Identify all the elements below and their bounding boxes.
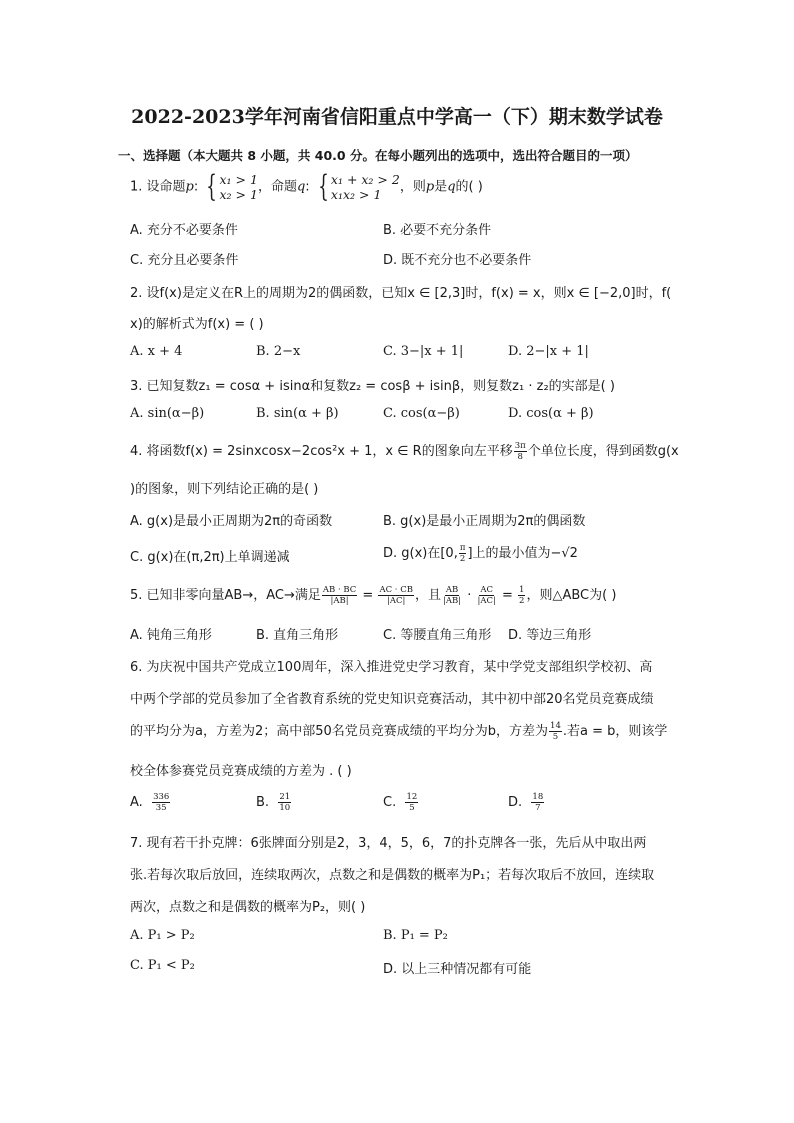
q5-f1-den: |AB| (330, 596, 349, 606)
q6-option-a-label: A. (130, 795, 143, 810)
q4-line1-b: 个单位长度，得到函数g(x (527, 444, 679, 459)
q4-line1 (130, 440, 679, 462)
q4-option-d-fraction (459, 543, 467, 564)
q6-line2: 中两个学部的党员参加了全省教育系统的党史知识竞赛活动，其中初中部20名党员竞赛成绩 (130, 692, 654, 707)
q7-line3: 两次，点数之和是偶数的概率为P₂，则( ) (130, 900, 366, 915)
q5-frac-4 (477, 585, 497, 606)
q2-option-c: C. 3−|x + 1| (383, 344, 464, 359)
q5-option-a: A. 钝角三角形 (130, 628, 212, 643)
q1-q-line: x₁ + x₂ > 2 (330, 172, 400, 187)
q4-option-d-text: D. g(x)在[0, (383, 546, 458, 561)
q6-option-a-num: 336 (153, 792, 170, 802)
q5-f1-num: AB · BC (322, 585, 357, 595)
q1-colon: : (193, 179, 199, 195)
q6-option-c-num: 12 (406, 792, 418, 802)
q5-frac-5 (518, 585, 525, 606)
q6-option-a-den: 35 (155, 803, 167, 813)
q5-text-b: ，且 (414, 588, 441, 603)
q6-option-c-den: 5 (409, 803, 415, 813)
q4-fraction (514, 441, 527, 462)
q7-option-b: B. P₁ = P₂ (383, 928, 448, 943)
q6-option-b (256, 792, 292, 813)
q3-option-c: C. cos(α−β) (383, 406, 460, 421)
q4-option-a: A. g(x)是最小正周期为2π的奇函数 (130, 514, 333, 529)
q4-option-c: C. g(x)在(π,2π)上单调递减 (130, 550, 290, 565)
q1-p-line: x₁ > 1 (219, 172, 258, 187)
q1-prefix: 1. 设命题 (130, 179, 186, 195)
q6-line3 (130, 720, 667, 742)
q6-option-d-den: 7 (535, 803, 541, 813)
q6-line3-a: 的平均分为a，方差为2；高中部50名党员竞赛成绩的平均分为b，方差为 (130, 724, 549, 739)
q4-frac-den: 8 (517, 452, 523, 462)
q5-f3-num: AB (445, 585, 459, 595)
q5-f4-den: |AC| (477, 596, 496, 606)
q1-option-a: A. 充分不必要条件 (130, 223, 238, 238)
q6-frac-den: 5 (552, 732, 559, 742)
q1-system-p: { x₁ > 1 x₂ > 1 (206, 169, 258, 204)
q1-var-p: p (185, 179, 194, 195)
q2-line2: x)的解析式为f(x) = ( ) (130, 317, 264, 332)
q1-option-d: D. 既不充分也不必要条件 (383, 253, 532, 268)
q6-frac-num: 14 (550, 721, 561, 731)
q3-option-d: D. cos(α + β) (508, 406, 594, 421)
q5-frac-3 (442, 585, 462, 606)
q7-option-d: D. 以上三种情况都有可能 (383, 962, 532, 977)
q1-p-line: x₂ > 1 (219, 187, 258, 202)
q6-option-d (508, 792, 545, 813)
q5-f2-den: |AC| (387, 596, 406, 606)
q6-line3-b: .若a = b，则该学 (562, 724, 668, 739)
q5-f4-num: AC (480, 585, 494, 595)
q4-optd-num: π (459, 543, 466, 553)
q6-option-b-den: 10 (279, 803, 291, 813)
q1-option-b: B. 必要不充分条件 (383, 223, 492, 238)
q6-option-b-num: 21 (279, 792, 291, 802)
question-1 (130, 169, 483, 204)
q6-option-d-num: 18 (532, 792, 544, 802)
q1-q-line: x₁x₂ > 1 (330, 187, 382, 202)
q5-f5-num: 1 (519, 585, 525, 595)
q1-colon2: : (305, 179, 310, 195)
q2-option-d: D. 2−|x + 1| (508, 344, 589, 359)
q7-option-c: C. P₁ < P₂ (130, 958, 195, 973)
q6-option-c-label: C. (383, 795, 397, 810)
q6-line1: 6. 为庆祝中国共产党成立100周年，深入推进党史学习教育，某中学党支部组织学校初、高 (130, 660, 653, 675)
q4-line2: )的图象，则下列结论正确的是( ) (130, 482, 319, 497)
q7-line2: 张.若每次取后放回，连续取两次，点数之和是偶数的概率为P₁；若每次取后不放回，连续取 (130, 868, 655, 883)
q5-dot: · (463, 588, 476, 603)
q1-var-p2: p (425, 179, 435, 195)
q5-f3-den: |AB| (442, 596, 462, 606)
q6-line4: 校全体参赛党员竞赛成绩的方差为 . ( ) (130, 764, 352, 779)
q6-option-c (383, 792, 419, 813)
q5-frac-1 (322, 585, 357, 606)
q3-line1: 3. 已知复数z₁ = cosα + isinα和复数z₂ = cosβ + isinβ，则复数z₁ · z₂的实部是( ) (130, 379, 615, 394)
q1-system-q: { x₁ + x₂ > 2 x₁x₂ > 1 (318, 169, 400, 204)
exam-title: 2022-2023学年河南省信阳重点中学高一（下）期末数学试卷 (131, 106, 663, 128)
q6-option-d-label: D. (508, 795, 523, 810)
q1-mid: ，命题 (257, 179, 297, 195)
q4-option-b: B. g(x)是最小正周期为2π的偶函数 (383, 514, 586, 529)
q7-option-a: A. P₁ > P₂ (130, 928, 195, 943)
q5-text-c: ，则△ABC为( ) (526, 588, 617, 603)
q4-option-d-tail: ]上的最小值为−√2 (467, 546, 578, 561)
q5-option-b: B. 直角三角形 (256, 628, 339, 643)
q1-tail3: 的( ) (455, 179, 483, 195)
q4-line1-a: 4. 将函数f(x) = 2sinxcosx−2cos²x + 1，x ∈ R的图象向左平移 (130, 444, 513, 459)
q6-option-b-label: B. (256, 795, 270, 810)
q6-option-a (130, 792, 171, 813)
q5-eq2: = (497, 588, 518, 603)
q1-tail2: 是 (434, 179, 448, 195)
section-heading: 一、选择题（本大题共 8 小题，共 40.0 分。在每小题列出的选项中，选出符合题目的一项） (118, 148, 638, 163)
q5-f2-num: AC · CB (379, 585, 413, 595)
q5-eq: = (358, 588, 378, 603)
q4-optd-den: 2 (459, 554, 466, 564)
q6-fraction (549, 721, 562, 742)
q3-option-b: B. sin(α + β) (256, 406, 339, 421)
q1-var-q: q (296, 179, 306, 195)
q5-option-c: C. 等腰直角三角形 (383, 628, 492, 643)
q2-line1: 2. 设f(x)是定义在R上的周期为2的偶函数，已知x ∈ [2,3]时，f(x) = x，则x ∈ [−2,0]时，f( (130, 286, 672, 301)
q5-line1 (130, 584, 616, 606)
q5-option-d: D. 等边三角形 (508, 628, 592, 643)
q3-option-a: A. sin(α−β) (130, 406, 205, 421)
q1-var-q2: q (447, 179, 456, 195)
q4-frac-num: 3π (514, 441, 526, 451)
q1-tail1: ，则 (399, 179, 426, 195)
q4-option-d (383, 542, 578, 564)
q1-option-c: C. 充分且必要条件 (130, 253, 239, 268)
q7-line1: 7. 现有若干扑克牌：6张牌面分别是2，3，4，5，6，7的扑克牌各一张，先后从中取出两 (130, 836, 647, 851)
q5-f5-den: 2 (519, 596, 525, 606)
q5-text-a: 5. 已知非零向量AB→，AC→满足 (130, 588, 321, 603)
q2-option-a: A. x + 4 (130, 344, 183, 359)
q5-frac-2 (378, 585, 414, 606)
q2-option-b: B. 2−x (256, 344, 301, 359)
